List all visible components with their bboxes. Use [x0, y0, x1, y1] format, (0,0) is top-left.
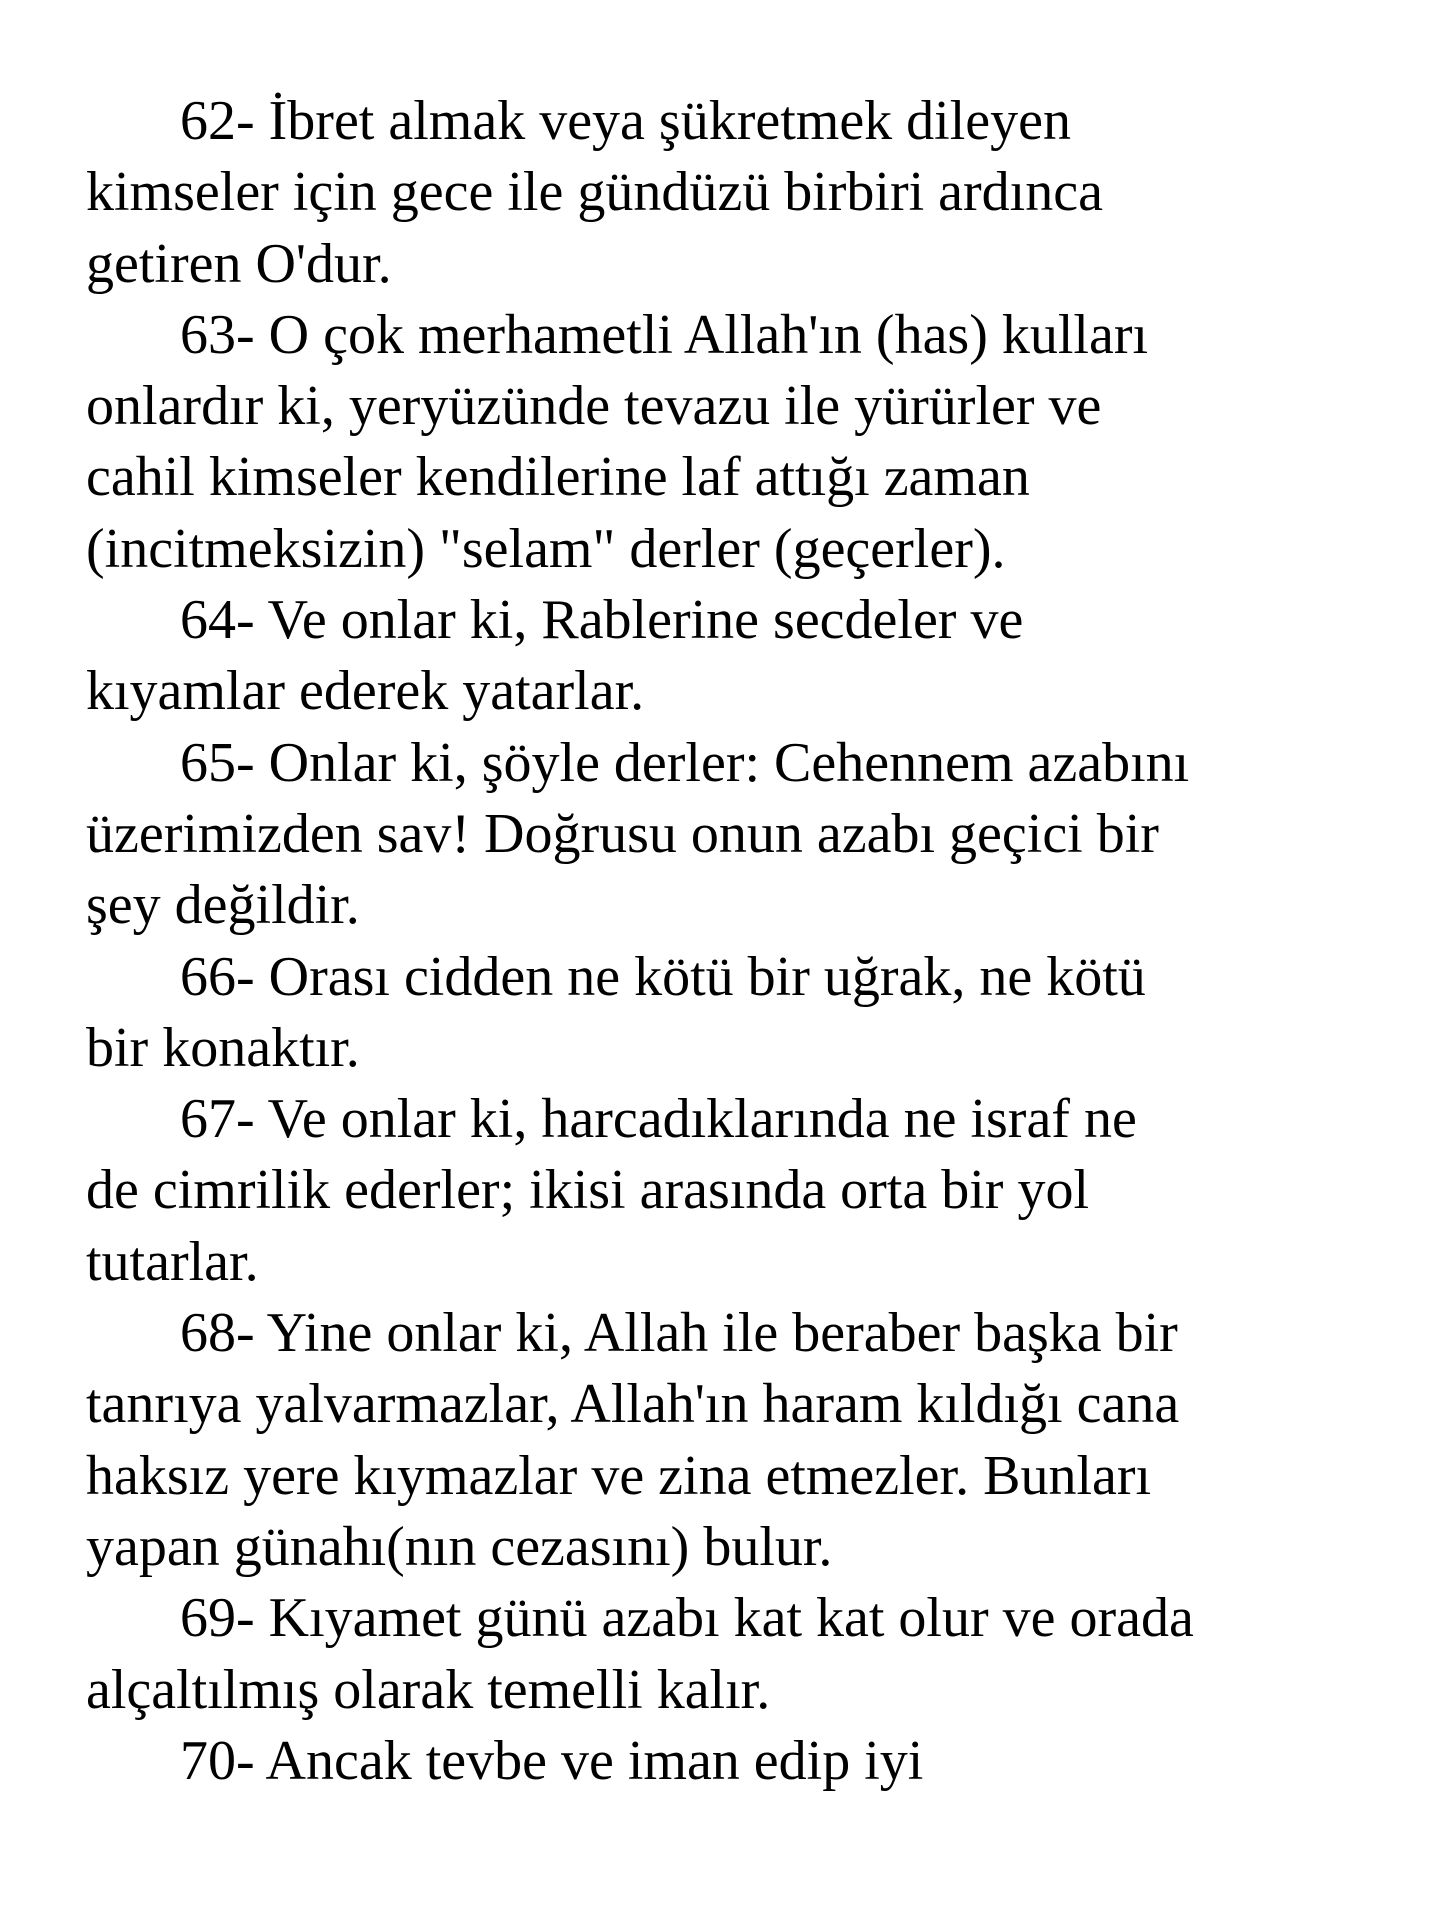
verse-67: 67- Ve onlar ki, harcadıklarında ne israf ne de cimrilik ederler; ikisi arasında orta bir yol tutarlar. [86, 1088, 1137, 1293]
verse-62: 62- İbret almak veya şükretmek dileyen kimseler için gece ile gündüzü birbiri ardınca getiren O'dur. [86, 90, 1103, 295]
verse-65: 65- Onlar ki, şöyle derler: Cehennem azabını üzerimizden sav! Doğrusu onun azabı geçici bir şey değildir. [86, 731, 1190, 937]
verse-63: 63- O çok merhametli Allah'ın (has) kulları onlardır ki, yeryüzünde tevazu ile yürürler ve cahil kimseler kendilerine laf attığı zaman (incitmeksizin) "selam" derler (geçerler). [86, 303, 1149, 580]
verse-64: 64- Ve onlar ki, Rablerine secdeler ve kıyamlar ederek yatarlar. [86, 589, 1024, 723]
verse-69: 69- Kıyamet günü azabı kat kat olur ve orada alçaltılmış olarak temelli kalır. [86, 1587, 1194, 1721]
verse-70: 70- Ancak tevbe ve iman edip iyi [180, 1729, 924, 1792]
verse-68: 68- Yine onlar ki, Allah ile beraber başka bir tanrıya yalvarmazlar, Allah'ın haram kıldığı cana haksız yere kıymazlar ve zina etmezler. Bunları yapan günahı(nın cezasını) bulur. [86, 1302, 1180, 1578]
verse-66: 66- Orası cidden ne kötü bir uğrak, ne kötü bir konaktır. [86, 945, 1146, 1079]
document-page [86, 86, 1416, 1797]
